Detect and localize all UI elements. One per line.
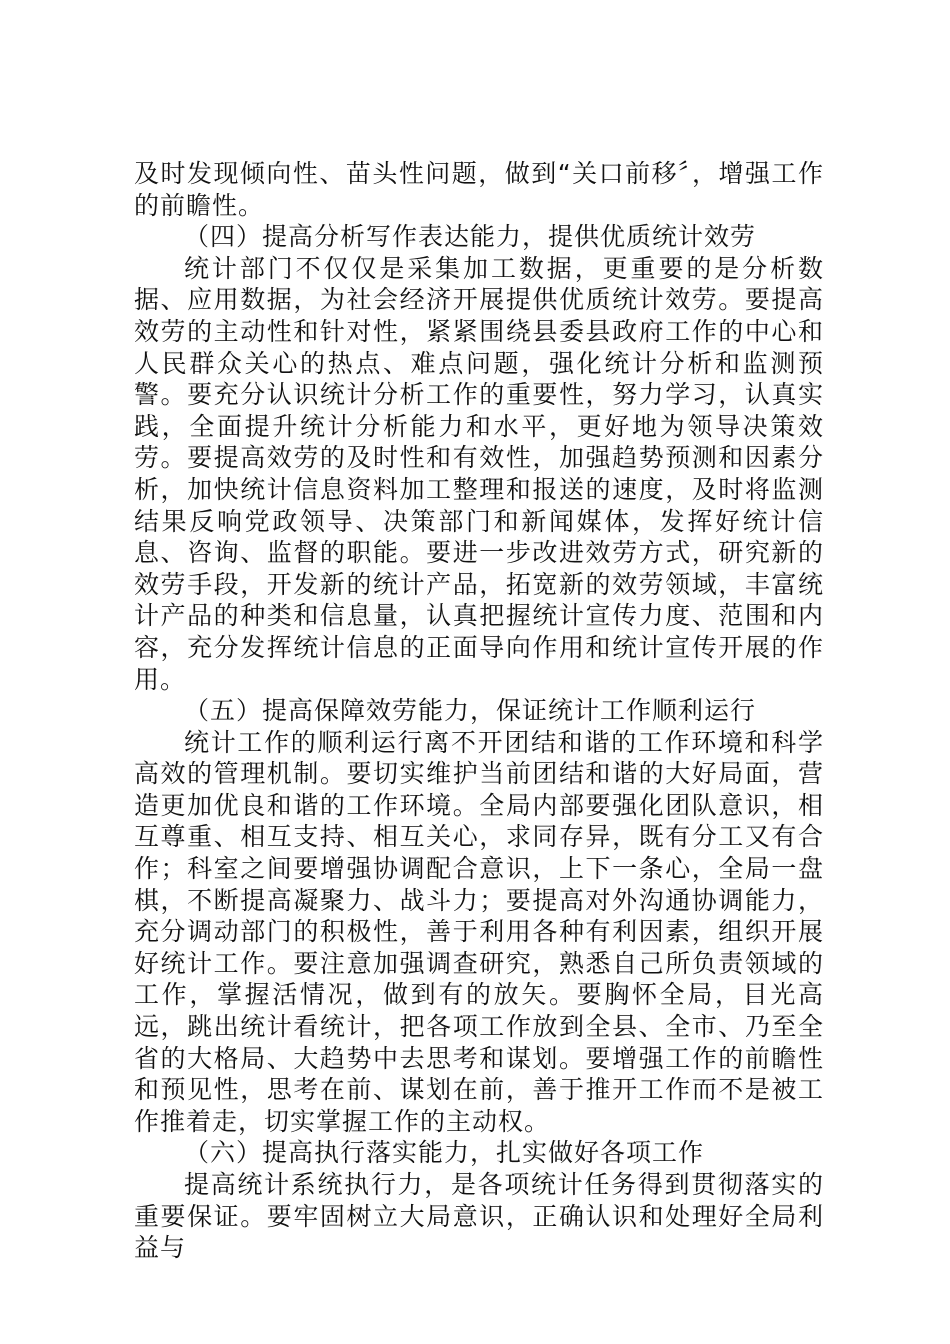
paragraph-section-4: 统计部门不仅仅是采集加工数据，更重要的是分析数据、应用数据，为社会经济开展提供优质统计效劳。要提高效劳的主动性和针对性，紧紧围绕县委县政府工作的中心和人民群众关心的热点、难点问题，强化统计分析和监测预警。要充分认识统计分析工作的重要性，努力学习，认真实践，全面提升统计分析能力和水平，更好地为领导决策效劳。要提高效劳的及时性和有效性，加强趋势预测和因素分析，加快统计信息资料加工整理和报送的速度，及时将监测结果反响党政领导、决策部门和新闻媒体，发挥好统计信息、咨询、监督的职能。要进一步改进效劳方式，研究新的效劳手段，开发新的统计产品，拓宽新的效劳领域，丰富统计产品的种类和信息量，认真把握统计宣传力度、范围和内容，充分发挥统计信息的正面导向作用和统计宣传开展的作用。 [134,253,824,694]
document-body [134,158,824,1264]
section-heading-4: （四）提高分析写作表达能力，提供优质统计效劳 [184,222,757,252]
section-heading-5: （五）提高保障效劳能力，保证统计工作顺利运行 [184,696,757,726]
paragraph-section-5: 统计工作的顺利运行离不开团结和谐的工作环境和科学高效的管理机制。要切实维护当前团结和谐的大好局面，营造更加优良和谐的工作环境。全局内部要强化团队意识，相互尊重、相互支持、相互关心，求同存异，既有分工又有合作；科室之间要增强协调配合意识，上下一条心，全局一盘棋，不断提高凝聚力、战斗力；要提高对外沟通协调能力，充分调动部门的积极性，善于利用各种有利因素，组织开展好统计工作。要注意加强调查研究，熟悉自己所负责领域的工作，掌握活情况，做到有的放矢。要胸怀全局，目光高远，跳出统计看统计，把各项工作放到全县、全市、乃至全省的大格局、大趋势中去思考和谋划。要增强工作的前瞻性和预见性，思考在前、谋划在前，善于推开工作而不是被工作推着走，切实掌握工作的主动权。 [134,727,824,1136]
paragraph-section-6: 提高统计系统执行力，是各项统计任务得到贯彻落实的重要保证。要牢固树立大局意识，正确认识和处理好全局利益与 [134,1170,824,1263]
section-heading-6: （六）提高执行落实能力，扎实做好各项工作 [184,1138,705,1168]
paragraph-continuation: 及时发现倾向性、苗头性问题，做到“关口前移〞，增强工作的前瞻性。 [134,159,824,220]
